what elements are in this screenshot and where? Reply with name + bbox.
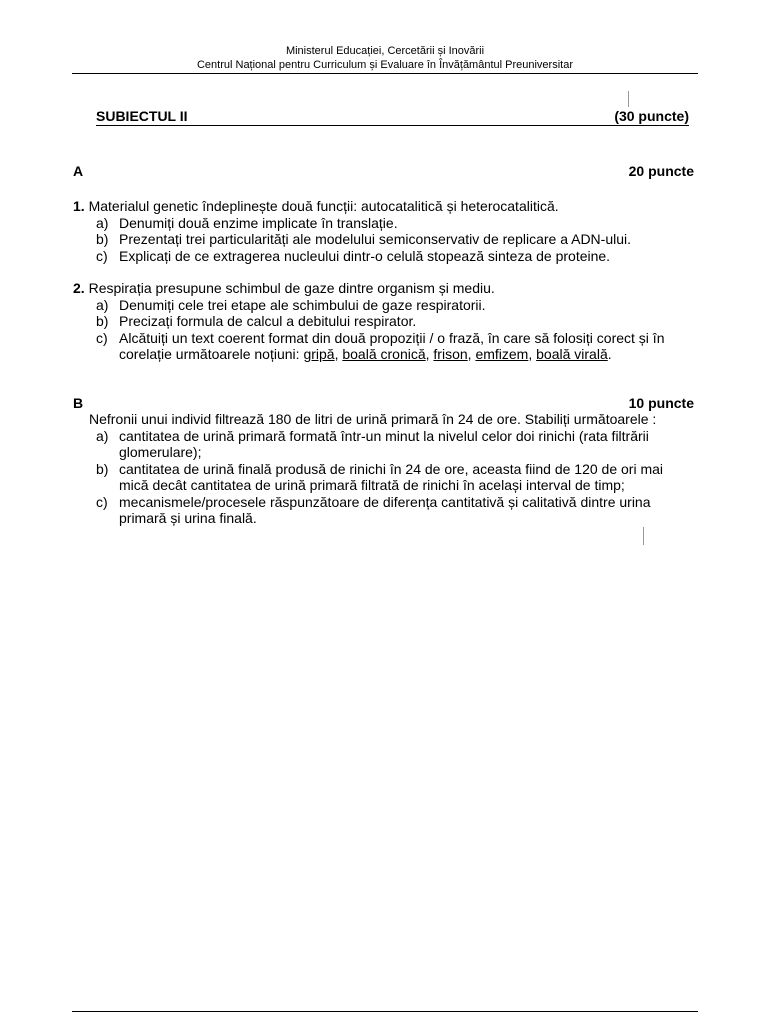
item-text: cantitatea de urină primară formată într-un minut la nivelul celor doi rinichi (rata filtrării glomerulare); [119, 427, 649, 460]
item-letter: a) [96, 296, 109, 313]
header-center: Centrul Național pentru Curriculum și Evaluare în Învățământul Preuniversitar [196, 59, 573, 71]
list-item [73, 297, 694, 314]
item-letter: c) [96, 247, 108, 264]
item-text: Explicați de ce extragerea nucleului dintr-o celulă stopează sinteza de proteine. [119, 247, 611, 264]
question-1-stem [73, 198, 694, 215]
item-letter: b) [96, 231, 109, 247]
question-2-stem [73, 280, 694, 297]
term-gripa: gripă [303, 346, 335, 362]
question-1-number: 1. [73, 198, 85, 214]
term-boala-virala: boală virală [536, 346, 608, 362]
term-frison: frison [433, 346, 468, 362]
question-2-text: Respirația presupune schimbul de gaze dintre organism și mediu. [84, 280, 495, 296]
term-separator: , [334, 346, 343, 362]
term-separator: , [425, 346, 434, 362]
list-item [73, 215, 694, 232]
section-a-points: 20 puncte [628, 163, 694, 179]
subject-underline [96, 125, 689, 126]
list-item [73, 461, 694, 494]
list-item [73, 494, 694, 527]
item-letter: a) [96, 214, 109, 231]
subject-heading [96, 108, 689, 125]
item-text: Denumiți cele trei etape ale schimbului de gaze respiratorii. [119, 296, 486, 313]
item-letter: c) [96, 329, 108, 346]
item-text: Precizați formula de calcul a debitului respirator. [119, 313, 417, 329]
question-b-intro: Nefronii unui individ filtrează 180 de litri de urină primară în 24 de ore. Stabiliți următoarele : [89, 411, 657, 427]
item-letter: b) [96, 460, 109, 477]
page-header [72, 44, 698, 72]
subject-points: (30 puncte) [614, 108, 689, 124]
item-text: Denumiți două enzime implicate în translație. [119, 214, 398, 231]
section-a-label: A [73, 163, 84, 179]
list-item [73, 231, 694, 248]
question-1 [73, 198, 694, 264]
term-separator: , [528, 346, 537, 362]
item-letter: a) [96, 427, 109, 444]
section-b-points: 10 puncte [628, 395, 694, 411]
item-c-text: Alcătuiți un text coerent format din două propoziții / o frază, în care să folosiți corect și în corelație următoarele noțiuni: [119, 329, 665, 362]
subject-title: SUBIECTUL II [96, 108, 188, 124]
margin-mark [628, 91, 629, 107]
item-letter: b) [96, 313, 109, 329]
question-2 [73, 280, 694, 363]
question-2-number: 2. [73, 280, 85, 296]
list-item [73, 313, 694, 330]
margin-mark [643, 527, 644, 545]
item-text [119, 330, 694, 363]
term-boala-cronica: boală cronică [342, 346, 426, 362]
list-item [73, 248, 694, 265]
section-a-heading [73, 163, 694, 180]
term-separator: , [467, 346, 476, 362]
question-b [73, 411, 694, 527]
footer-divider [72, 1011, 698, 1012]
question-1-text: Materialul genetic îndeplinește două funcții: autocatalitică și heterocatalitică. [84, 198, 559, 214]
header-ministry: Ministerul Educației, Cercetării și Inovării [285, 45, 485, 57]
item-letter: c) [96, 493, 108, 510]
item-text: Prezentați trei particularități ale modelului semiconservativ de replicare a ADN-ului. [119, 231, 632, 247]
term-emfizem: emfizem [475, 346, 529, 362]
section-b-label: B [73, 395, 84, 411]
item-text: cantitatea de urină finală produsă de rinichi în 24 de ore, aceasta fiind de 120 de ori mai mică decât cantitatea de urină primară filtrată de rinichi în același interval de timp; [119, 460, 664, 493]
sentence-end: . [607, 346, 612, 362]
item-text: mecanismele/procesele răspunzătoare de diferența cantitativă și calitativă dintre urina primară și urina finală. [119, 493, 651, 526]
section-b-heading [73, 395, 694, 412]
list-item [73, 428, 694, 461]
header-divider [72, 73, 698, 74]
list-item [73, 330, 694, 363]
